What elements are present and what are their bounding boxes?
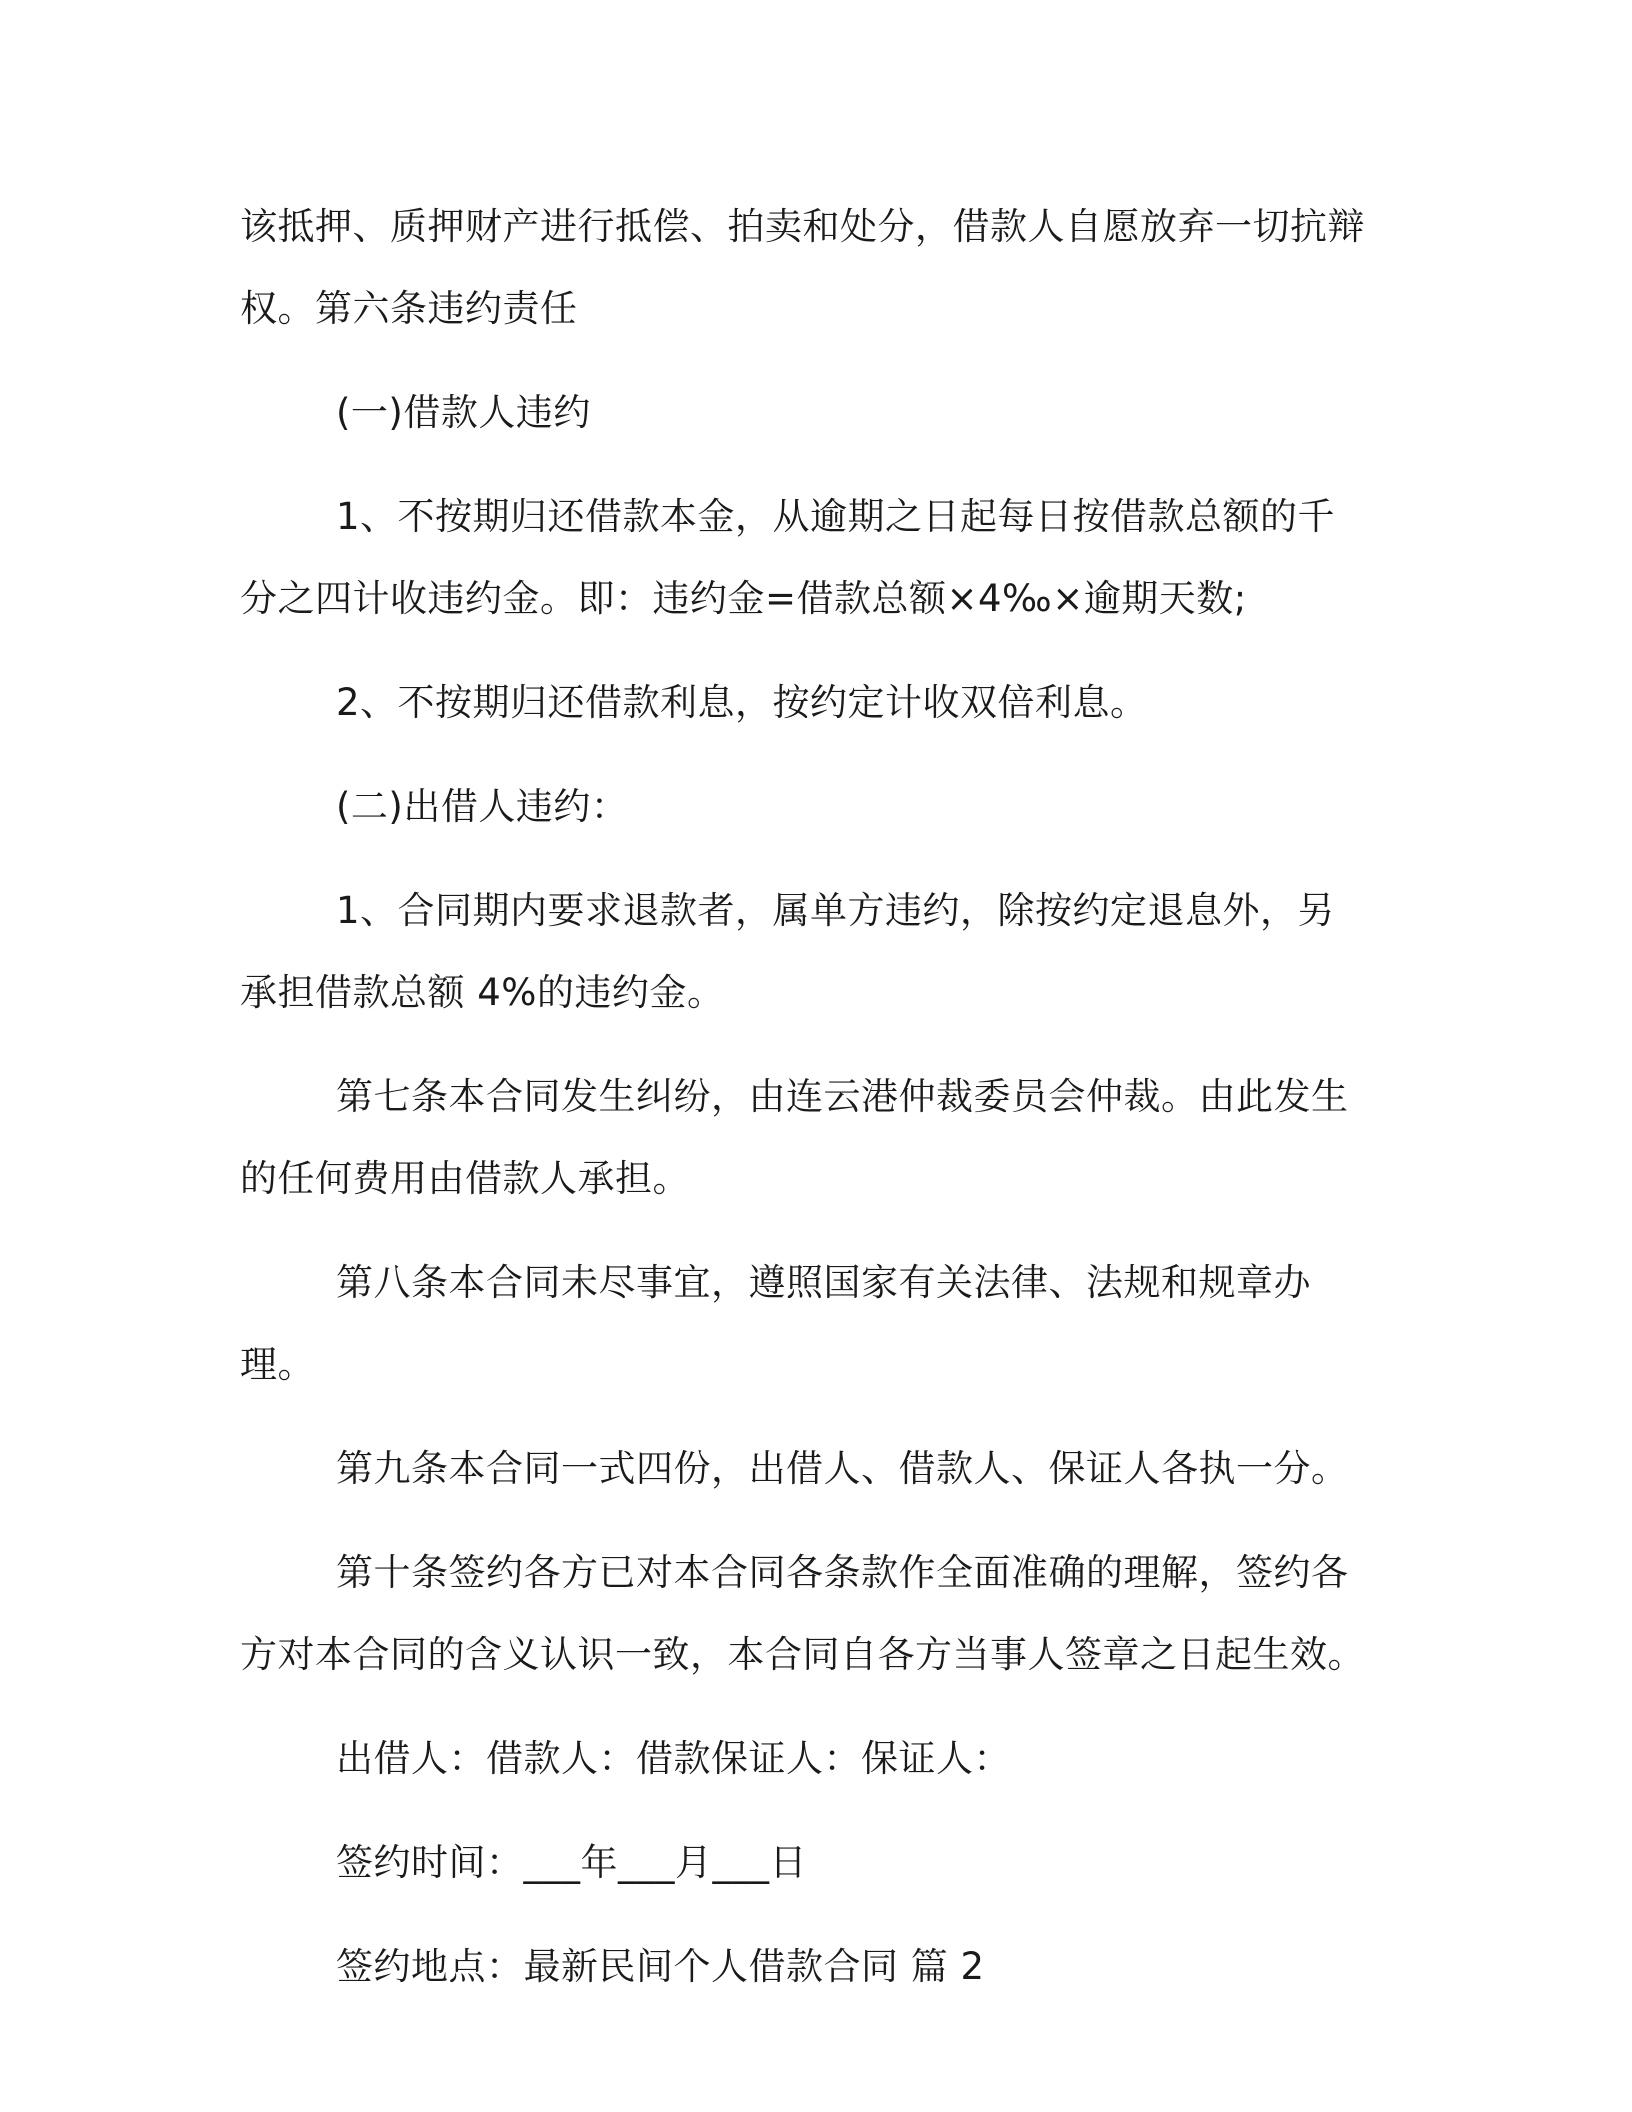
signing-date-line: 签约时间：___年___月___日 <box>336 1841 807 1884</box>
signature-parties-line: 出借人：借款人：借款保证人：保证人： <box>336 1737 1011 1780</box>
paragraph-interest-penalty: 2、不按期归还借款利息，按约定计收双倍利息。 <box>336 681 1148 724</box>
paragraph-mortgage-waiver: 该抵押、质押财产进行抵偿、拍卖和处分，借款人自愿放弃一切抗辩权。第六条违约责任 <box>240 205 1365 330</box>
paragraph-lender-breach-heading: (二)出借人违约： <box>336 785 629 828</box>
paragraph-article-7-dispute: 第七条本合同发生纠纷，由连云港仲裁委员会仲裁。由此发生的任何费用由借款人承担。 <box>240 1075 1349 1200</box>
paragraph-refund-penalty: 1、合同期内要求退款者，属单方违约，除按约定退息外，另承担借款总额 4%的违约金。 <box>240 889 1336 1014</box>
paragraph-article-9-copies: 第九条本合同一式四份，出借人、借款人、保证人各执一分。 <box>336 1447 1349 1490</box>
document-body <box>240 186 1370 2030</box>
paragraph-principal-penalty: 1、不按期归还借款本金，从逾期之日起每日按借款总额的千分之四计收违约金。即：违约金=借款总额×4‰×逾期天数; <box>240 495 1336 620</box>
paragraph-borrower-breach-heading: (一)借款人违约 <box>336 391 591 434</box>
paragraph-article-8-law: 第八条本合同未尽事宜，遵照国家有关法律、法规和规章办理。 <box>240 1261 1311 1386</box>
signing-place-line: 签约地点：最新民间个人借款合同 篇 2 <box>336 1945 985 1988</box>
paragraph-article-10-effective: 第十条签约各方已对本合同各条款作全面准确的理解，签约各方对本合同的含义认识一致，本合同自各方当事人签章之日起生效。 <box>240 1551 1365 1676</box>
